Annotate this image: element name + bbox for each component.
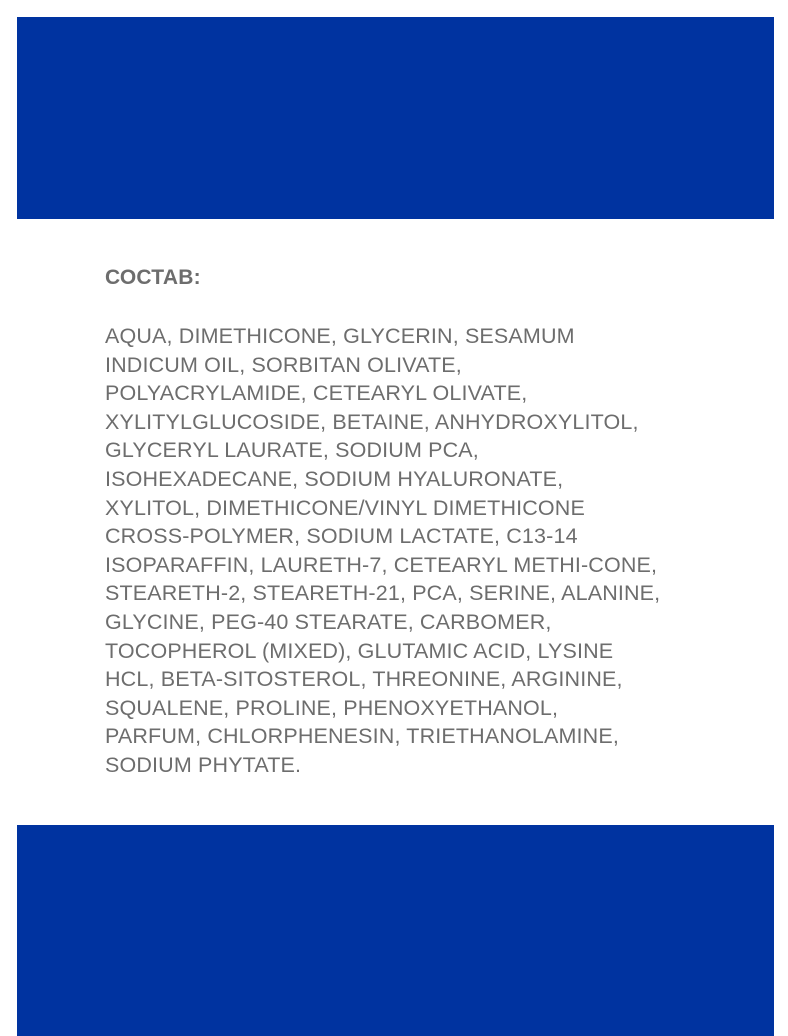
- ingredients-line: GLYCERYL LAURATE, SODIUM PCA,: [105, 438, 479, 463]
- ingredients-line: CROSS-POLYMER, SODIUM LACTATE, C13-14: [105, 524, 578, 549]
- ingredients-line: ISOPARAFFIN, LAURETH-7, CETEARYL METHI-CONE,: [105, 552, 658, 577]
- ingredients-line: SODIUM PHYTATE.: [105, 752, 302, 777]
- ingredients-line: STEARETH-2, STEARETH-21, PCA, SERINE, ALANINE,: [105, 581, 661, 606]
- ingredients-line: INDICUM OIL, SORBITAN OLIVATE,: [105, 352, 462, 377]
- ingredients-line: SQUALENE, PROLINE, PHENOXYETHANOL,: [105, 695, 559, 720]
- top-blue-band: [17, 17, 774, 219]
- ingredients-list: [105, 322, 745, 780]
- composition-heading: СОСТАВ:: [105, 266, 201, 289]
- ingredients-line: POLYACRYLAMIDE, CETEARYL OLIVATE,: [105, 381, 528, 406]
- ingredients-line: HCL, BETA-SITOSTEROL, THREONINE, ARGININE,: [105, 667, 623, 692]
- ingredients-line: XYLITOL, DIMETHICONE/VINYL DIMETHICONE: [105, 495, 585, 520]
- ingredients-line: PARFUM, CHLORPHENESIN, TRIETHANOLAMINE,: [105, 724, 619, 749]
- composition-section: [105, 264, 745, 780]
- ingredients-line: AQUA, DIMETHICONE, GLYCERIN, SESAMUM: [105, 324, 575, 348]
- ingredients-line: GLYCINE, PEG-40 STEARATE, CARBOMER,: [105, 609, 552, 634]
- ingredients-line: XYLITYLGLUCOSIDE, BETAINE, ANHYDROXYLITOL,: [105, 409, 639, 434]
- bottom-blue-band: [17, 825, 774, 1036]
- ingredients-line: TOCOPHEROL (MIXED), GLUTAMIC ACID, LYSINE: [105, 638, 614, 663]
- ingredients-line: ISOHEXADECANE, SODIUM HYALURONATE,: [105, 466, 564, 491]
